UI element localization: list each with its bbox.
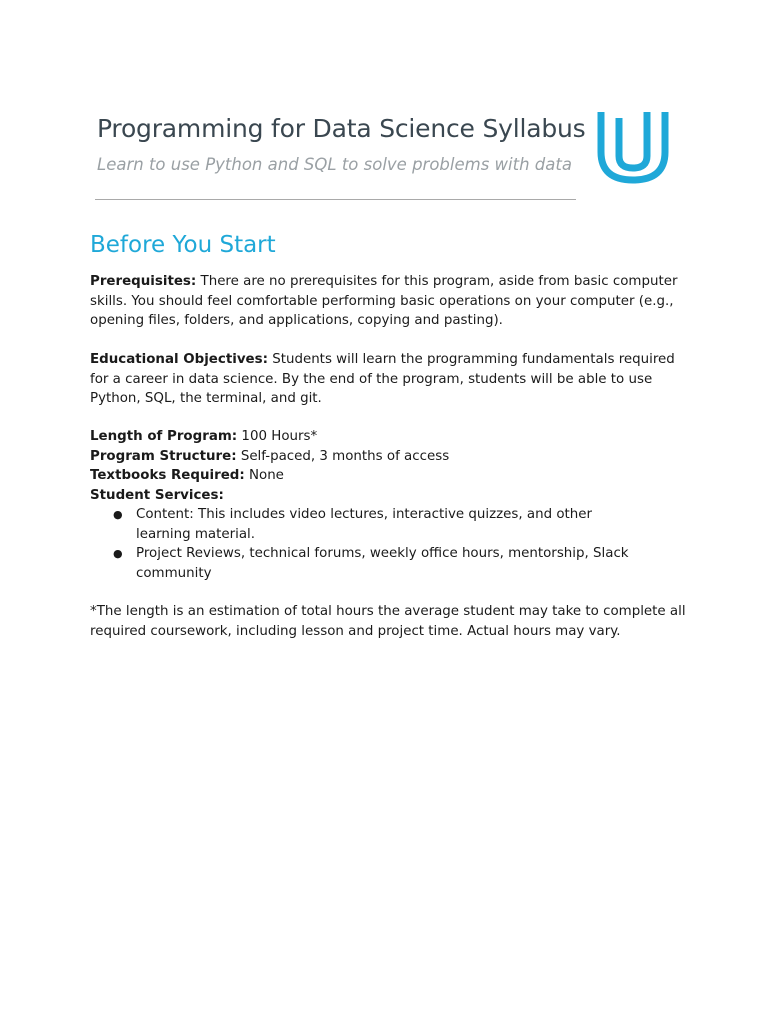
- services-list: [90, 505, 650, 583]
- length-label: Length of Program:: [90, 429, 238, 444]
- length-value: 100 Hours*: [237, 429, 318, 444]
- structure-row: [90, 447, 690, 467]
- length-row: [90, 427, 690, 447]
- title-divider: [95, 199, 576, 200]
- objectives-text: Students will learn the programming fundamentals required for a career in data science. By the end of the program, students will be able to use Python, SQL, the terminal, and git.: [90, 352, 675, 406]
- bullet-icon: ●: [113, 547, 123, 560]
- bullet-icon: ●: [113, 508, 123, 521]
- udacity-u-logo-icon: [596, 108, 670, 184]
- textbooks-label: Textbooks Required:: [90, 468, 245, 483]
- section-heading: Before You Start: [90, 232, 276, 258]
- structure-label: Program Structure:: [90, 448, 237, 464]
- list-item: [90, 505, 650, 544]
- service-item-text: Content: This includes video lectures, interactive quizzes, and other learning material.: [136, 507, 592, 542]
- prerequisites-text: There are no prerequisites for this program, aside from basic computer skills. You should feel comfortable performing basic operations on your computer (e.g., opening files, folders, and applications, copying and pasting).: [90, 274, 678, 328]
- services-row: [90, 486, 690, 506]
- services-label: Student Services:: [90, 487, 224, 503]
- prerequisites-label: Prerequisites:: [90, 274, 197, 289]
- document-title: Programming for Data Science Syllabus: [97, 114, 586, 143]
- objectives-paragraph: [90, 350, 690, 409]
- document-subtitle: Learn to use Python and SQL to solve problems with data: [97, 155, 572, 174]
- structure-value: Self-paced, 3 months of access: [236, 448, 450, 464]
- list-item: [90, 544, 650, 583]
- textbooks-value: None: [244, 468, 284, 483]
- program-details: [90, 427, 690, 505]
- prerequisites-paragraph: [90, 272, 690, 331]
- textbooks-row: [90, 466, 690, 486]
- service-item-text: Project Reviews, technical forums, weekly office hours, mentorship, Slack community: [136, 546, 629, 581]
- footnote: *The length is an estimation of total hours the average student may take to complete all required coursework, including lesson and project time. Actual hours may vary.: [90, 604, 686, 639]
- objectives-label: Educational Objectives:: [90, 352, 268, 367]
